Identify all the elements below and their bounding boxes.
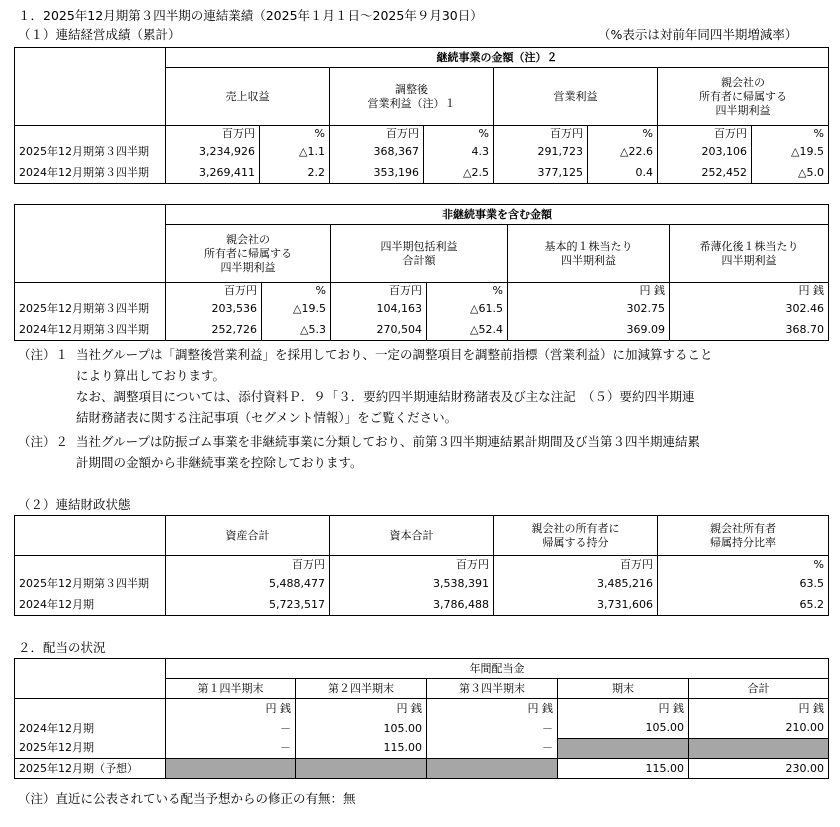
footer-note: （注）直近に公表されている配当予想からの修正の有無：無 xyxy=(18,791,356,806)
table-cell: 368,367 xyxy=(330,142,424,163)
table2-unit: 百万円 xyxy=(331,283,427,299)
table-row-label: 2024年12月期 xyxy=(15,719,166,739)
table2-unit: 円 銭 xyxy=(670,283,829,299)
table-cell: － xyxy=(427,739,558,759)
table1-unit: % xyxy=(588,126,658,142)
table2-group-header: 非継続事業を含む金額 xyxy=(166,205,829,225)
table-cell: △19.5 xyxy=(262,299,331,320)
operating-results-table xyxy=(14,47,829,184)
note-2-mark: （注）２ xyxy=(18,434,69,449)
table-cell: 105.00 xyxy=(296,719,427,739)
table4-group-header: 年間配当金 xyxy=(166,659,829,679)
table-cell: △22.6 xyxy=(588,142,658,163)
table-row-label: 2024年12月期第３四半期 xyxy=(15,320,166,341)
table-cell: △5.3 xyxy=(262,320,331,341)
table-cell-empty xyxy=(427,759,558,779)
table3-unit: 百万円 xyxy=(494,556,658,574)
table2-unit: % xyxy=(262,283,331,299)
table1-header-revenue: 売上収益 xyxy=(166,68,330,126)
table3-unit: % xyxy=(658,556,829,574)
table-cell: 5,488,477 xyxy=(166,574,330,595)
table1-unit: % xyxy=(260,126,330,142)
table2-header-comprehensive: 四半期包括利益 合計額 xyxy=(331,225,508,283)
table-cell: 0.4 xyxy=(588,163,658,184)
table-cell: △61.5 xyxy=(427,299,508,320)
table4-header-year-end: 期末 xyxy=(558,679,689,699)
table2-unit: 百万円 xyxy=(166,283,262,299)
table-row-label: 2025年12月期第３四半期 xyxy=(15,299,166,320)
table3-unit: 百万円 xyxy=(166,556,330,574)
note-1-line: により算出しております。 xyxy=(76,368,226,383)
table-cell: 104,163 xyxy=(331,299,427,320)
table-cell-empty xyxy=(166,759,296,779)
table-cell: 291,723 xyxy=(494,142,588,163)
table4-unit: 円 銭 xyxy=(558,699,689,719)
table-cell: 369.09 xyxy=(508,320,670,341)
note-1-line: なお、調整項目については、添付資料Ｐ．９「３．要約四半期連結財務諸表及び主な注記 （５）要約四半期連 xyxy=(76,389,695,404)
table-cell: △52.4 xyxy=(427,320,508,341)
note-1-line: 結財務諸表に関する注記事項（セグメント情報）」をご覧ください。 xyxy=(76,410,458,425)
table-cell: △2.5 xyxy=(424,163,494,184)
table3-header-assets: 資産合計 xyxy=(166,516,330,556)
table-cell-empty xyxy=(296,759,427,779)
table1-unit: 百万円 xyxy=(166,126,260,142)
table1-header-op: 営業利益 xyxy=(494,68,658,126)
note-1-mark: （注）１ xyxy=(18,347,69,362)
table-cell: △1.1 xyxy=(260,142,330,163)
table-cell: 302.75 xyxy=(508,299,670,320)
table1-group-header: 継続事業の金額（注）２ xyxy=(166,48,829,68)
table4-header-total: 合計 xyxy=(689,679,829,699)
table-row-label: 2025年12月期第３四半期 xyxy=(15,142,166,163)
table-cell: 63.5 xyxy=(658,574,829,595)
table3-header-equity: 資本合計 xyxy=(330,516,494,556)
financial-position-table xyxy=(14,515,829,616)
table-cell: 210.00 xyxy=(689,719,829,739)
table3-header-ratio: 親会社所有者 帰属持分比率 xyxy=(658,516,829,556)
table-cell: 353,196 xyxy=(330,163,424,184)
table-row-label: 2025年12月期（予想） xyxy=(15,759,166,779)
table-cell: 377,125 xyxy=(494,163,588,184)
section2-title: ２．配当の状況 xyxy=(18,640,106,655)
table3-header-owners-equity: 親会社の所有者に 帰属する持分 xyxy=(494,516,658,556)
table-row-label: 2024年12月期第３四半期 xyxy=(15,163,166,184)
table-cell: 3,269,411 xyxy=(166,163,260,184)
table-cell: 203,106 xyxy=(658,142,752,163)
table3-unit: 百万円 xyxy=(330,556,494,574)
table4-unit: 円 銭 xyxy=(296,699,427,719)
table2-header-net: 親会社の 所有者に帰属する 四半期利益 xyxy=(166,225,331,283)
note-2-line: 当社グループは防振ゴム事業を非継続事業に分類しており、前第３四半期連結累計期間及び当第３四半期連結累 xyxy=(76,434,701,449)
table2-header-basic-eps: 基本的１株当たり 四半期利益 xyxy=(508,225,670,283)
table-cell: 368.70 xyxy=(670,320,829,341)
table-cell: 3,538,391 xyxy=(330,574,494,595)
table-cell: 5,723,517 xyxy=(166,595,330,616)
table-cell: 203,536 xyxy=(166,299,262,320)
table-cell: 2.2 xyxy=(260,163,330,184)
table-cell: 230.00 xyxy=(689,759,829,779)
table-cell: 270,504 xyxy=(331,320,427,341)
table-cell: 3,786,488 xyxy=(330,595,494,616)
table-cell: 252,452 xyxy=(658,163,752,184)
table1-header-net: 親会社の 所有者に帰属する 四半期利益 xyxy=(658,68,829,126)
table-cell: － xyxy=(166,719,296,739)
table-cell: △19.5 xyxy=(752,142,829,163)
table-row-label: 2025年12月期第３四半期 xyxy=(15,574,166,595)
table-cell: 3,234,926 xyxy=(166,142,260,163)
sub2-title: （２）連結財政状態 xyxy=(18,497,131,512)
table2-unit: % xyxy=(427,283,508,299)
dividends-table xyxy=(14,658,829,779)
table4-header-q3: 第３四半期末 xyxy=(427,679,558,699)
table1-header-adjusted-op: 調整後 営業利益（注）１ xyxy=(330,68,494,126)
table4-unit: 円 銭 xyxy=(689,699,829,719)
table-cell: 105.00 xyxy=(558,719,689,739)
table1-unit: % xyxy=(752,126,829,142)
table-cell: 252,726 xyxy=(166,320,262,341)
table2-header-diluted-eps: 希薄化後１株当たり 四半期利益 xyxy=(670,225,829,283)
discontinued-included-table xyxy=(14,204,829,341)
table-cell: － xyxy=(427,719,558,739)
table-cell-empty xyxy=(689,739,829,759)
table-cell: 115.00 xyxy=(558,759,689,779)
table4-header-q1: 第１四半期末 xyxy=(166,679,296,699)
table-cell: － xyxy=(166,739,296,759)
table1-unit: % xyxy=(424,126,494,142)
table-row-label: 2024年12月期 xyxy=(15,595,166,616)
table1-unit: 百万円 xyxy=(494,126,588,142)
table2-unit: 円 銭 xyxy=(508,283,670,299)
table-cell: 115.00 xyxy=(296,739,427,759)
table4-unit: 円 銭 xyxy=(427,699,558,719)
table1-unit: 百万円 xyxy=(658,126,752,142)
table1-unit: 百万円 xyxy=(330,126,424,142)
table-cell: 3,485,216 xyxy=(494,574,658,595)
table4-header-q2: 第２四半期末 xyxy=(296,679,427,699)
section1-title: １．2025年12月期第３四半期の連結業績（2025年１月１日～2025年９月30日） xyxy=(18,8,483,23)
table-cell: 302.46 xyxy=(670,299,829,320)
table-cell: 4.3 xyxy=(424,142,494,163)
table-cell: 3,731,606 xyxy=(494,595,658,616)
note-2-line: 計期間の金額から非継続事業を控除しております。 xyxy=(76,455,363,470)
table-cell: △5.0 xyxy=(752,163,829,184)
table-cell: 65.2 xyxy=(658,595,829,616)
table-cell-empty xyxy=(558,739,689,759)
note-1-line: 当社グループは「調整後営業利益」を採用しており、一定の調整項目を調整前指標（営業利益）に加減算すること xyxy=(76,347,713,362)
table-row-label: 2025年12月期 xyxy=(15,739,166,759)
sub1-note: （%表示は対前年同四半期増減率） xyxy=(598,27,798,42)
table4-unit: 円 銭 xyxy=(166,699,296,719)
sub1-title: （１）連結経営成績（累計） xyxy=(18,27,181,42)
